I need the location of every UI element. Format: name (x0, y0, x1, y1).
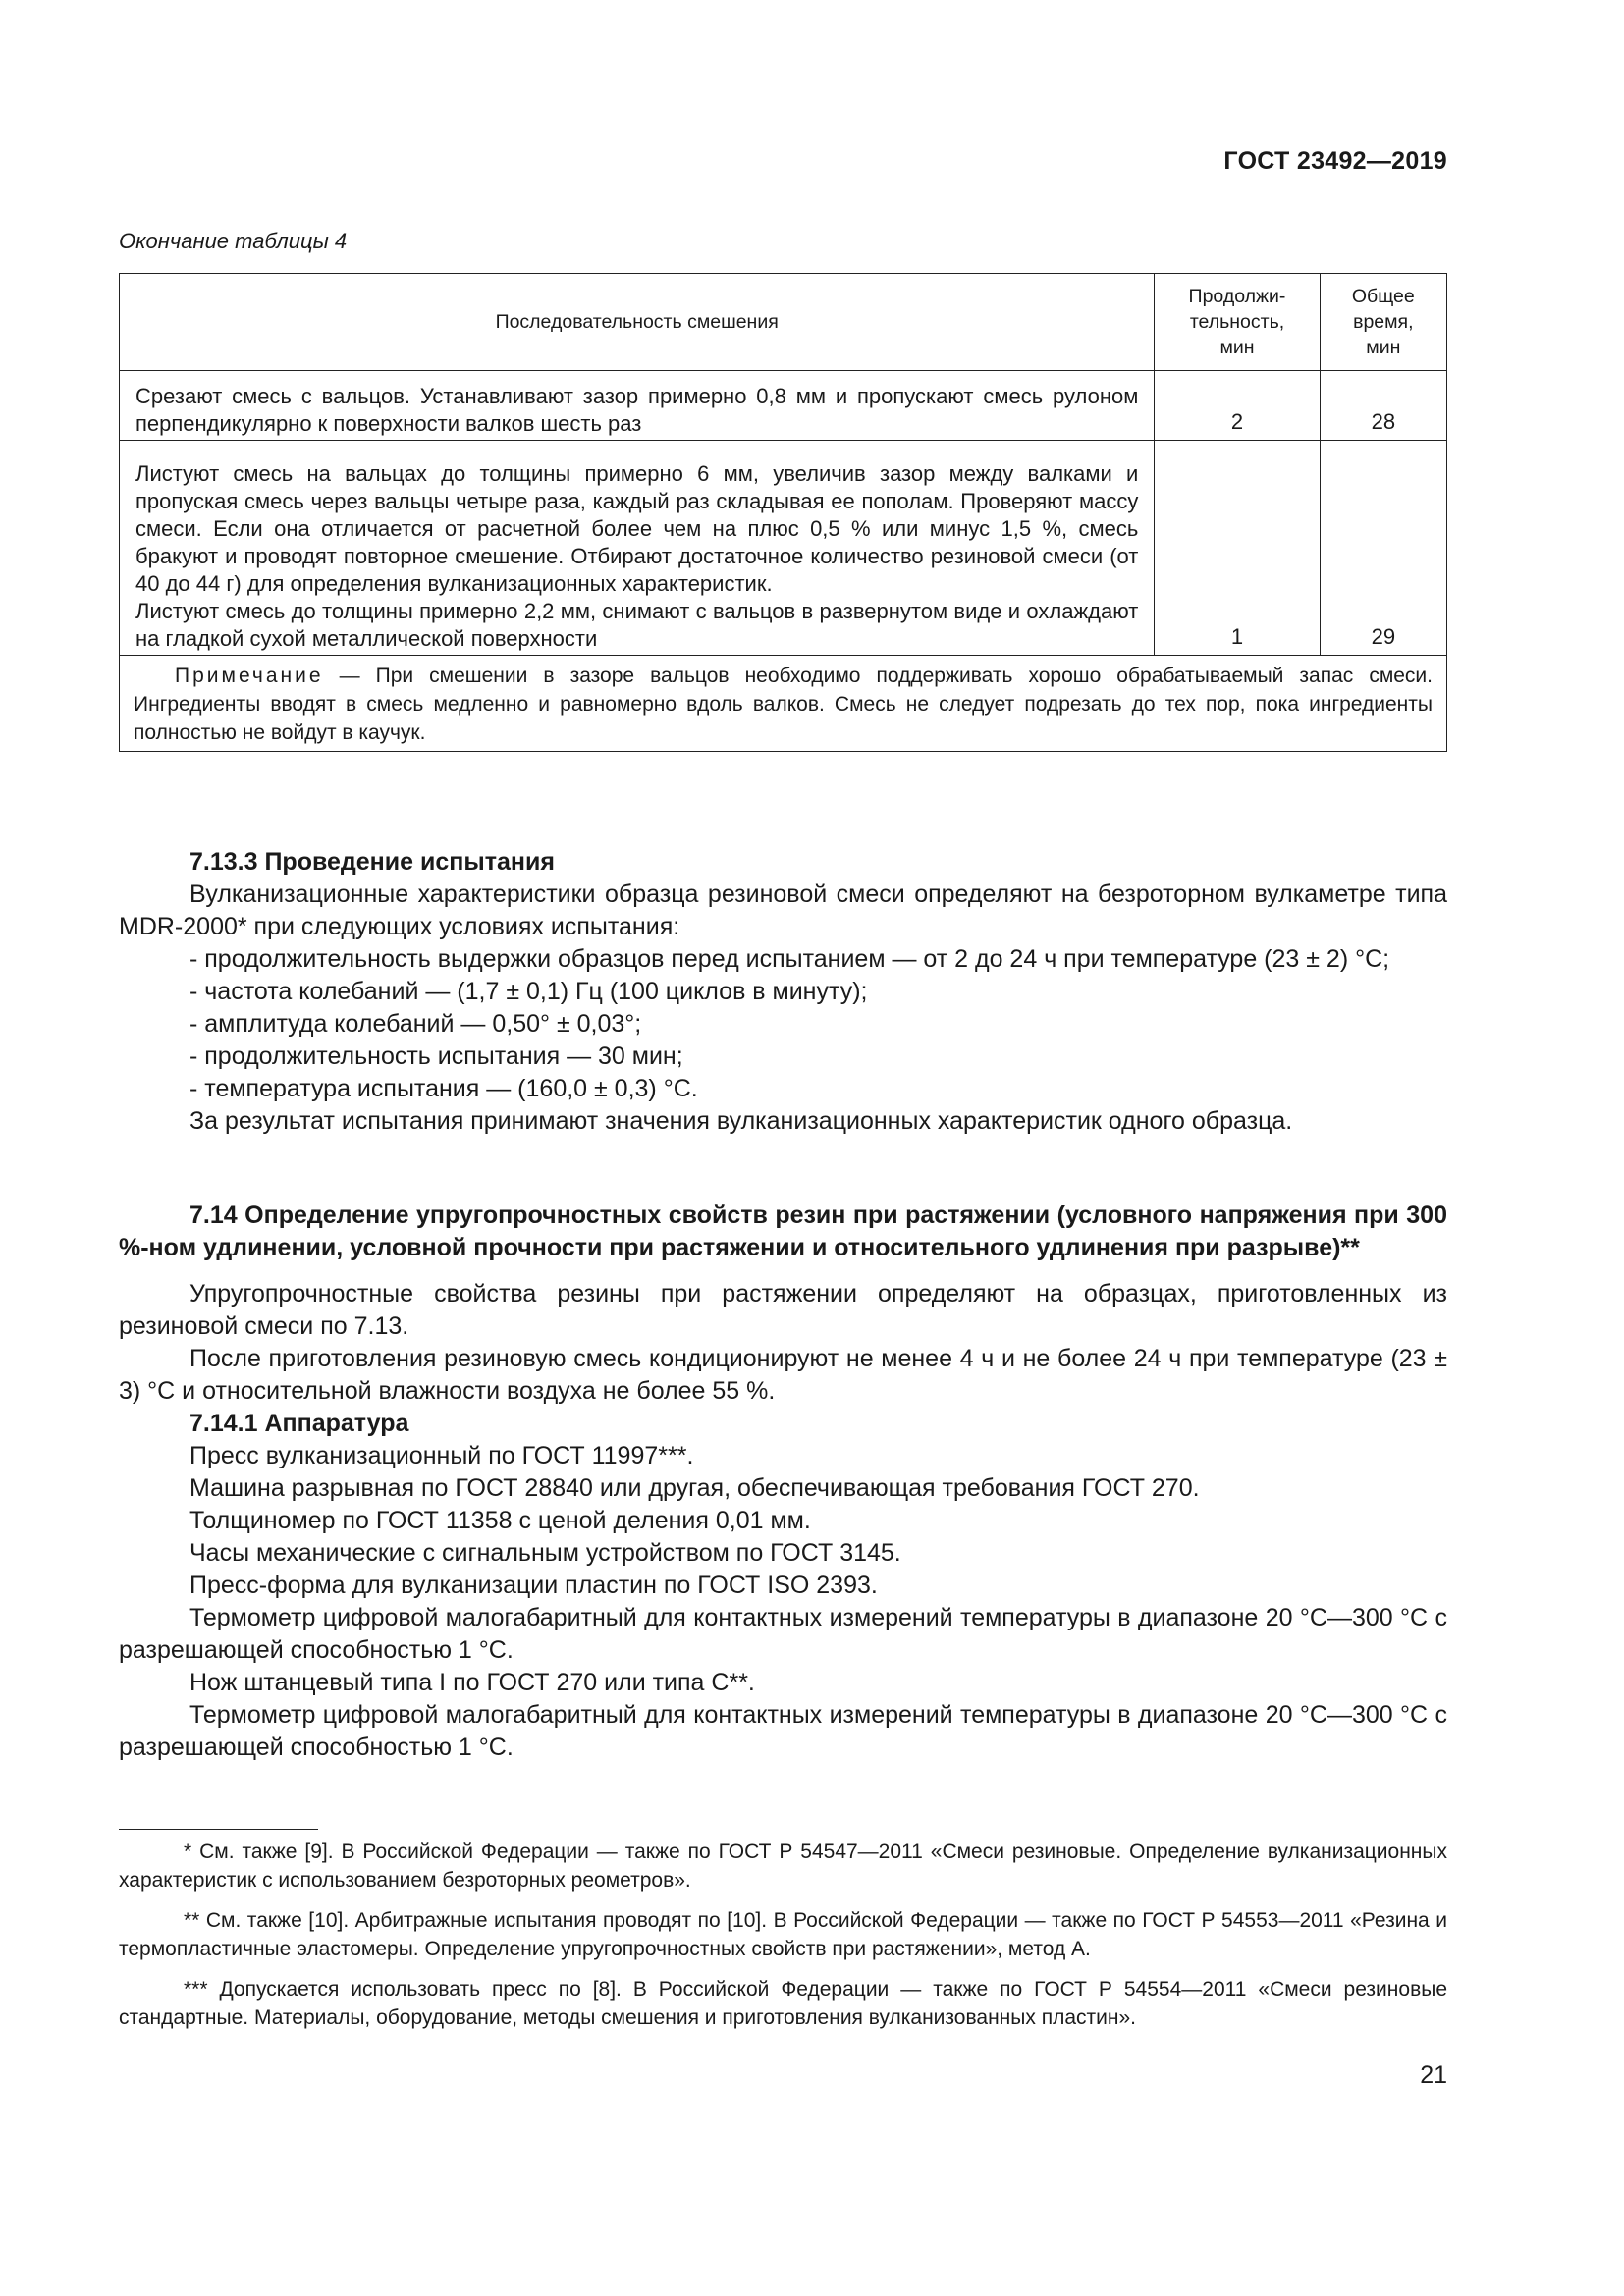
table-row (120, 441, 1447, 656)
row2-total: 29 (1320, 441, 1446, 656)
equipment-line: Термометр цифровой малогабаритный для контактных измерений температуры в диапазоне 20 °С—300 °С с разрешающей способностью 1 °С. (119, 1604, 1447, 1664)
row2-text-part1: Листуют смесь на вальцах до толщины примерно 6 мм, увеличив зазор между валками и пропуская смесь через вальцы четыре раза, каждый раз складывая ее пополам. Проверяют массу смеси. Если она отличается от расчетной более чем на плюс 0,5 % или минус 1,5 %, смесь бракуют и проводят повторное смешение. Отбирают достаточное количество резиновой смеси (от 40 до 44 г) для определения вулканизационных характеристик. (135, 461, 1139, 596)
header-total-text: Общее время, мин (1351, 286, 1415, 358)
equipment-line: Пресс вулканизационный по ГОСТ 11997***. (189, 1442, 694, 1469)
section-heading: 7.13.3 Проведение испытания (189, 848, 555, 876)
list-item: - продолжительность испытания — 30 мин; (189, 1042, 683, 1070)
note-text: — При смешении в зазоре вальцов необходимо поддерживать хорошо обрабатываемый запас смеси. Ингредиенты вводят в смесь медленно и равномерно вдоль валков. Смесь не следует подрезать до тех пор, пока ингредиенты полностью не войдут в каучук. (134, 665, 1433, 744)
paragraph: После приготовления резиновую смесь кондиционируют не менее 4 ч и не более 24 ч при температуре (23 ± 3) °С и относительной влажности воздуха не более 55 %. (119, 1345, 1447, 1405)
paragraph: За результат испытания принимают значения вулканизационных характеристик одного образца. (189, 1107, 1293, 1135)
header-sequence: Последовательность смешения (120, 274, 1155, 371)
table-row (120, 371, 1447, 441)
list-item: - температура испытания — (160,0 ± 0,3) °С. (189, 1075, 698, 1102)
row2-text-part2: Листуют смесь до толщины примерно 2,2 мм, снимают с вальцов в развернутом виде и охлаждают на гладкой сухой металлической поверхности (135, 599, 1139, 651)
footnotes (119, 1838, 1447, 2044)
equipment-line: Часы механические с сигнальным устройством по ГОСТ 3145. (189, 1539, 901, 1567)
row1-duration: 2 (1155, 371, 1320, 441)
page-number: 21 (1420, 2061, 1447, 2089)
row1-text: Срезают смесь с вальцов. Устанавливают зазор примерно 0,8 мм и пропускают смесь рулоном перпендикулярно к поверхности валков шесть раз (120, 371, 1155, 441)
equipment-line: Нож штанцевый типа I по ГОСТ 270 или типа С**. (189, 1669, 755, 1696)
footnote: *** Допускается использовать пресс по [8]. В Российской Федерации — также по ГОСТ Р 54554—2011 «Смеси резиновые стандартные. Материалы, оборудование, методы смешения и приготовления вулканизованных пластин». (119, 1978, 1447, 2029)
equipment-line: Толщиномер по ГОСТ 11358 с ценой деления 0,01 мм. (189, 1507, 811, 1534)
paragraph: Вулканизационные характеристики образца резиновой смеси определяют на безроторном вулкаметре типа MDR-2000* при следующих условиях испытания: (119, 881, 1447, 940)
table-caption: Окончание таблицы 4 (119, 229, 348, 253)
equipment-line: Пресс-форма для вулканизации пластин по ГОСТ ISO 2393. (189, 1572, 878, 1599)
footnote: * См. также [9]. В Российской Федерации — также по ГОСТ Р 54547—2011 «Смеси резиновые. Определение вулканизационных характеристик с использованием безроторных реометров». (119, 1841, 1447, 1892)
section-7-13-3 (119, 846, 1447, 1138)
row1-total: 28 (1320, 371, 1446, 441)
header-total (1320, 274, 1446, 371)
standard-code: ГОСТ 23492—2019 (1223, 147, 1447, 175)
row2-text (120, 441, 1155, 656)
header-duration (1155, 274, 1320, 371)
header-duration-text: Продолжи- тельность, мин (1188, 286, 1286, 358)
section-7-14 (119, 1200, 1447, 1764)
row2-duration: 1 (1155, 441, 1320, 656)
section-heading: 7.14.1 Аппаратура (189, 1410, 409, 1437)
note-label: Примечание (175, 665, 324, 687)
list-item: - амплитуда колебаний — 0,50° ± 0,03°; (189, 1010, 642, 1038)
footnote-separator (119, 1829, 318, 1830)
equipment-line: Термометр цифровой малогабаритный для контактных измерений температуры в диапазоне 20 °С—300 °С с разрешающей способностью 1 °С. (119, 1701, 1447, 1761)
list-item: - частота колебаний — (1,7 ± 0,1) Гц (100 циклов в минуту); (189, 978, 868, 1005)
paragraph: Упругопрочностные свойства резины при растяжении определяют на образцах, приготовленных из резиновой смеси по 7.13. (119, 1280, 1447, 1340)
table-header-row (120, 274, 1447, 371)
mixing-table (119, 273, 1447, 752)
section-heading: 7.14 Определение упругопрочностных свойств резин при растяжении (условного напряжения при 300 %-ном удлинении, условной прочности при растяжении и относительного удлинения при разрыве)** (119, 1201, 1447, 1261)
footnote: ** См. также [10]. Арбитражные испытания проводят по [10]. В Российской Федерации — также по ГОСТ Р 54553—2011 «Резина и термопластичные эластомеры. Определение упругопрочностных свойств при растяжении», метод А. (119, 1909, 1447, 1960)
list-item: - продолжительность выдержки образцов перед испытанием — от 2 до 24 ч при температуре (23 ± 2) °С; (189, 945, 1390, 973)
table-note-row (120, 656, 1447, 752)
table-note (120, 656, 1447, 752)
equipment-line: Машина разрывная по ГОСТ 28840 или другая, обеспечивающая требования ГОСТ 270. (189, 1474, 1200, 1502)
